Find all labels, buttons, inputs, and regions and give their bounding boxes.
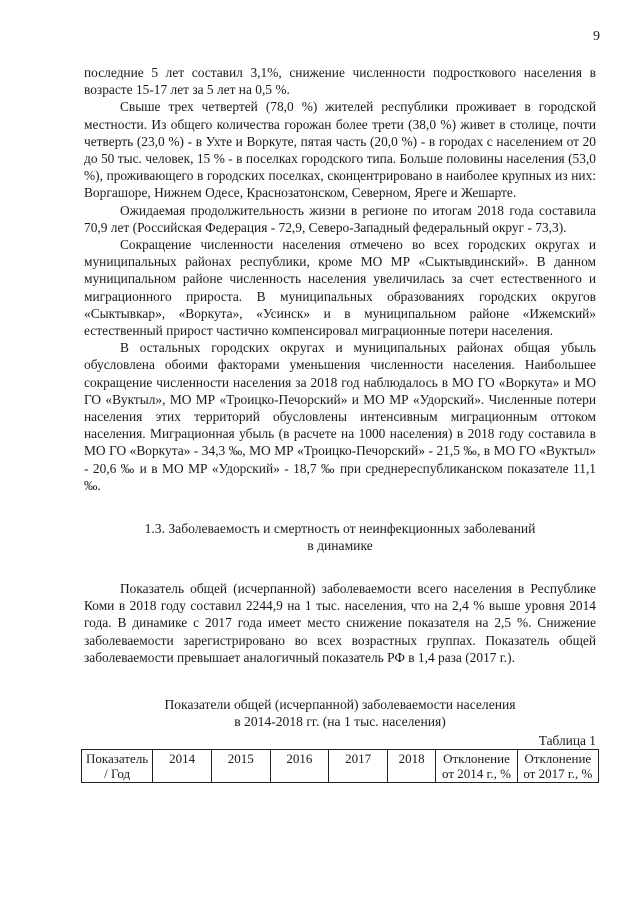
paragraph: последние 5 лет составил 3,1%, снижение численности подросткового населения в возрасте 15-17 лет за 5 лет на 0,5 %. [84, 65, 596, 98]
section-heading [84, 520, 596, 554]
page-number: 9 [593, 29, 600, 44]
table-header-cell: Отклонение от 2014 г., % [436, 750, 517, 783]
section-paragraph: Показатель общей (исчерпанной) заболеваемости всего населения в Республике Коми в 2018 году составил 2244,9 на 1 тыс. населения, что на 2,4 % выше уровня 2014 года. В динамике с 2017 года имеет место снижение показателя на 2,5 %. Снижение заболеваемости зарегистрировано во всех возрастных группах. Показатель общей заболеваемости превышает аналогичный показатель РФ в 1,4 раза (2017 г.). [84, 581, 596, 665]
paragraph: Свыше трех четвертей (78,0 %) жителей республики проживает в городской местности. Из общего количества горожан более трети (38,0 %) живет в столице, почти четверть (23,0 %) - в Ухте и Воркуте, пятая часть (20,0 %) - в городах с населением от 20 до 50 тыс. человек, 15 % - в поселках городского типа. Больше половины населения (53,0 %), проживающего в городских поселках, сконцентрировано в наиболее крупных из них: Воргашоре, Нижнем Одесе, Краснозатонском, Северном, Яреге и Жешарте. [84, 99, 596, 201]
table-caption-line: Показатели общей (исчерпанной) заболеваемости населения [164, 697, 516, 713]
spacer [84, 554, 596, 580]
table-header-cell: 2014 [153, 750, 212, 783]
table-caption [84, 696, 596, 730]
morbidity-table [81, 749, 599, 783]
table-header-cell: 2017 [329, 750, 388, 783]
paragraph: Ожидаемая продолжительность жизни в регионе по итогам 2018 года составила 70,9 лет (Российская Федерация - 72,9, Северо-Западный федеральный округ - 73,3). [84, 202, 596, 235]
table-header-cell: 2018 [387, 750, 435, 783]
table-header-cell: 2016 [270, 750, 329, 783]
table-header-row [82, 750, 599, 783]
paragraph: Сокращение численности населения отмечено во всех городских округах и муниципальных районах республики, кроме МО МР «Сыктывдинский». В данном муниципальном районе численность населения увеличилась за счет естественного и миграционного прироста. В муниципальных образованиях городских округов «Сыктывкар», «Воркута», «Усинск» и в муниципальном районе «Ижемский» естественный прирост частично компенсировал миграционные потери населения. [84, 237, 596, 339]
table-caption-line: в 2014-2018 гг. (на 1 тыс. населения) [234, 714, 446, 730]
table-header-cell: Отклонение от 2017 г., % [517, 750, 598, 783]
section-heading-line: в динамике [307, 538, 373, 554]
body-text [84, 64, 596, 783]
paragraph: В остальных городских округах и муниципальных районах общая убыль обусловлена обоими факторами уменьшения численности населения. Наибольшее сокращение численности населения за 2018 год наблюдалось в МО ГО «Воркута» и МО ГО «Вуктыл», МО МР «Троицко-Печорский» и МО МР «Удорский». Численные потери населения этих территорий обусловлены интенсивным миграционным оттоком населения. Миграционная убыль (в расчете на 1000 населения) в 2018 году составила в МО ГО «Воркута» - 34,3 ‰, МО МР «Троицко-Печорский» - 21,5 ‰, в МО ГО «Вуктыл» - 20,6 ‰ и в МО МР «Удорский» - 18,7 ‰ при среднереспубликанском показателе 11,1 ‰. [84, 340, 596, 493]
table-header-cell: 2015 [211, 750, 270, 783]
table-label: Таблица 1 [538, 733, 596, 749]
table-header-cell: Показатель / Год [82, 750, 153, 783]
section-heading-line: 1.3. Заболеваемость и смертность от неинфекционных заболеваний [144, 521, 536, 537]
